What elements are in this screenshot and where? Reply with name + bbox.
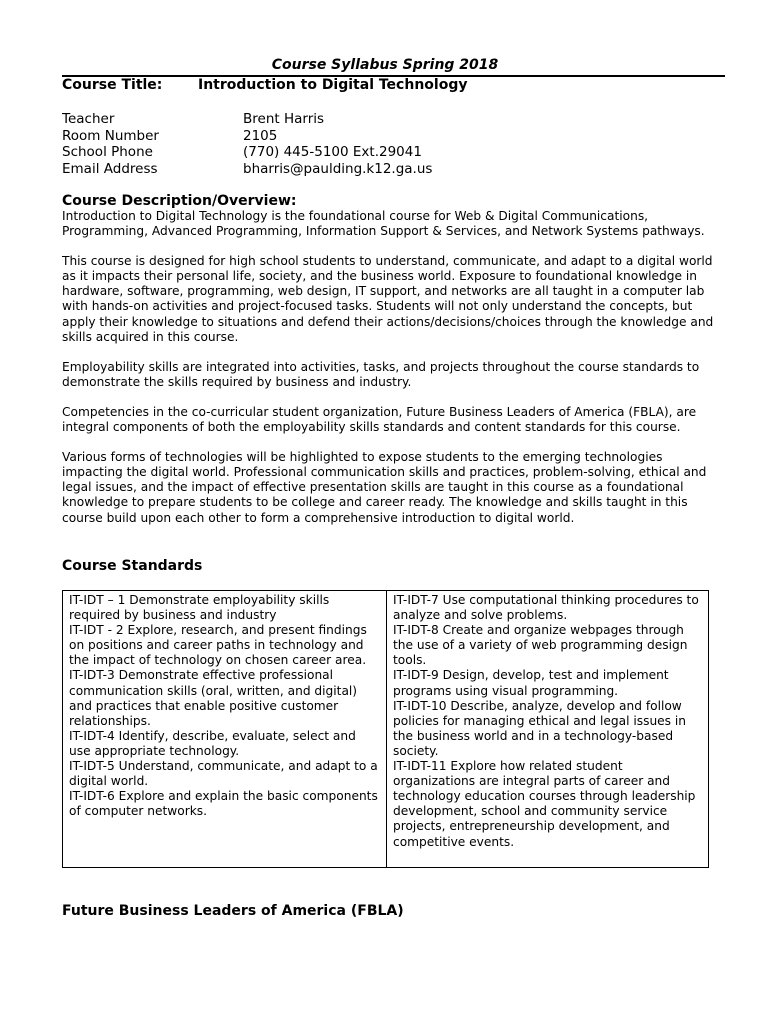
info-value: 2105	[243, 127, 278, 144]
description-paragraph: Various forms of technologies will be highlighted to expose students to the emerging technologies impacting the digital world. Professional communication skills and practices, problem-solving, ethical and legal issues, and the impact of effective presentation skills are taught in this course as a foundational knowledge to prepare students to be college and career ready. The knowledge and skills taught in this course build upon each other to form a comprehensive introduction to digital world.	[62, 450, 707, 525]
standard-item: IT-IDT-7 Use computational thinking procedures to analyze and solve problems.	[393, 593, 699, 623]
standards-heading: Course Standards	[62, 558, 203, 574]
standards-column-left	[63, 591, 387, 867]
info-row-room	[62, 128, 562, 145]
info-label: Teacher	[62, 111, 115, 127]
standard-item: IT-IDT – 1 Demonstrate employability skills required by business and industry	[69, 593, 330, 623]
info-row-teacher	[62, 111, 562, 128]
description-paragraph: Competencies in the co-curricular student organization, Future Business Leaders of America (FBLA), are integral components of both the employability skills standards and content standards for this course.	[62, 404, 697, 435]
info-value: bharris@paulding.k12.ga.us	[243, 160, 433, 177]
course-title-value: Introduction to Digital Technology	[198, 77, 468, 93]
info-label: Email Address	[62, 160, 158, 177]
description-paragraph: Introduction to Digital Technology is the foundational course for Web & Digital Communications, Programming, Advanced Programming, Information Support & Services, and Network Systems pathways.	[62, 209, 705, 239]
info-row-phone	[62, 144, 562, 161]
page-title: Course Syllabus Spring 2018	[271, 57, 499, 73]
teacher-info-table	[62, 111, 562, 177]
standard-item: IT-IDT-6 Explore and explain the basic components of computer networks.	[69, 789, 378, 819]
standards-table	[62, 590, 709, 868]
info-value: (770) 445-5100 Ext.29041	[243, 144, 422, 160]
info-row-email	[62, 161, 562, 178]
fbla-heading: Future Business Leaders of America (FBLA)	[62, 903, 404, 919]
description-paragraph: Employability skills are integrated into activities, tasks, and projects throughout the course standards to demonstrate the skills required by business and industry.	[62, 359, 700, 389]
standards-column-right	[387, 591, 708, 867]
standard-item: IT-IDT-10 Describe, analyze, develop and follow policies for managing ethical and legal issues in the business world and in a technology-based society.	[393, 698, 687, 758]
standard-item: IT-IDT-5 Understand, communicate, and adapt to a digital world.	[69, 759, 378, 789]
standard-item: IT-IDT-3 Demonstrate effective professional communication skills (oral, written, and digital) and practices that enable positive customer relationships.	[69, 668, 358, 728]
standard-item: IT-IDT-9 Design, develop, test and implement programs using visual programming.	[393, 668, 669, 698]
description-body	[62, 209, 726, 541]
info-label: School Phone	[62, 144, 153, 160]
description-heading: Course Description/Overview:	[62, 193, 297, 209]
course-title-label: Course Title:	[62, 77, 163, 93]
info-label: Room Number	[62, 127, 159, 144]
info-value: Brent Harris	[243, 111, 325, 127]
standard-item: IT-IDT-8 Create and organize webpages through the use of a variety of web programming design tools.	[393, 623, 688, 668]
standard-item: IT-IDT - 2 Explore, research, and present findings on positions and career paths in technology and the impact of technology on chosen career area.	[69, 623, 367, 668]
standard-item: IT-IDT-11 Explore how related student organizations are integral parts of career and technology education courses through leadership development, school and community service projects, entrepreneurship development, and competitive events.	[393, 759, 696, 849]
description-paragraph: This course is designed for high school students to understand, communicate, and adapt to a digital world as it impacts their personal life, society, and the business world. Exposure to foundational knowledge in hardware, software, programming, web design, IT support, and networks are all taught in a computer lab with hands-on activities and project-focused tasks. Students will not only understand the concepts, but apply their knowledge to situations and defend their actions/decisions/choices through the knowledge and skills acquired in this course.	[62, 254, 714, 344]
standard-item: IT-IDT-4 Identify, describe, evaluate, select and use appropriate technology.	[69, 728, 356, 758]
